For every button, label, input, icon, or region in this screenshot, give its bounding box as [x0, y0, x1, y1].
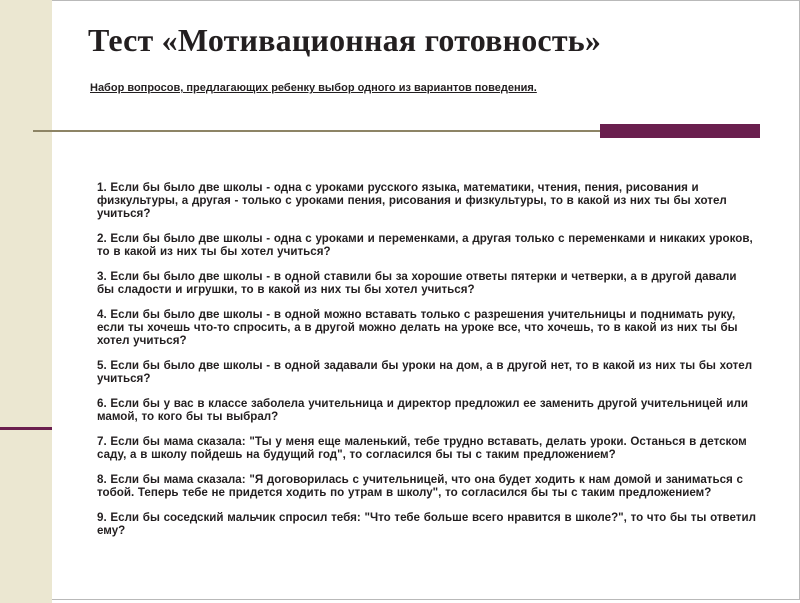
question-list — [97, 181, 757, 549]
title-divider-line — [33, 130, 600, 132]
left-decorative-bar-lower — [0, 427, 52, 603]
question-item-2: 2. Если бы было две школы - одна с уроками и переменками, а другая только с переменками и никаких уроков, то в какой из них ты бы хотел учиться? — [97, 232, 753, 258]
question-item-5: 5. Если бы было две школы - в одной задавали бы уроки на дом, а в другой нет, то в какой из них ты бы хотел учиться? — [97, 359, 753, 385]
title-divider-accent-block — [600, 124, 760, 138]
question-item-6: 6. Если бы у вас в классе заболела учительница и директор предложил ее заменить другой учительницей или мамой, то кого бы ты выбрал? — [97, 397, 749, 423]
question-item-8: 8. Если бы мама сказала: "Я договорилась с учительницей, что она будет ходить к нам домой и заниматься с тобой. Теперь тебе не придется ходить по утрам в школу", то согласился бы ты с таким предложением? — [97, 473, 743, 499]
question-item-3: 3. Если бы было две школы - в одной ставили бы за хорошие ответы пятерки и четверки, а в другой давали бы сладости и игрушки, то в какой из них ты бы хотел учиться? — [97, 270, 737, 296]
slide-subtitle: Набор вопросов, предлагающих ребенку выбор одного из вариантов поведения. — [90, 82, 537, 94]
question-item-7: 7. Если бы мама сказала: "Ты у меня еще маленький, тебе трудно вставать, делать уроки. Останься в детском саду, а в школу пойдешь на будущий год", то согласился бы ты с таким предложением? — [97, 435, 747, 461]
question-item-9: 9. Если бы соседский мальчик спросил тебя: "Что тебе больше всего нравится в школе?", то что бы ты ответил ему? — [97, 511, 756, 537]
slide-title: Тест «Мотивационная готовность» — [88, 22, 602, 58]
question-item-1: 1. Если бы было две школы - одна с уроками русского языка, математики, чтения, пения, рисования и физкультуры, а другая - только с уроками пения, рисования и физкультуры, то в какой из них ты бы хотел учиться? — [97, 181, 727, 220]
question-item-4: 4. Если бы было две школы - в одной можно вставать только с разрешения учительницы и поднимать руку, если ты хочешь что-то спросить, а в другой можно делать на уроке все, что хочешь, то в какой из них ты бы хотел учиться? — [97, 308, 738, 347]
